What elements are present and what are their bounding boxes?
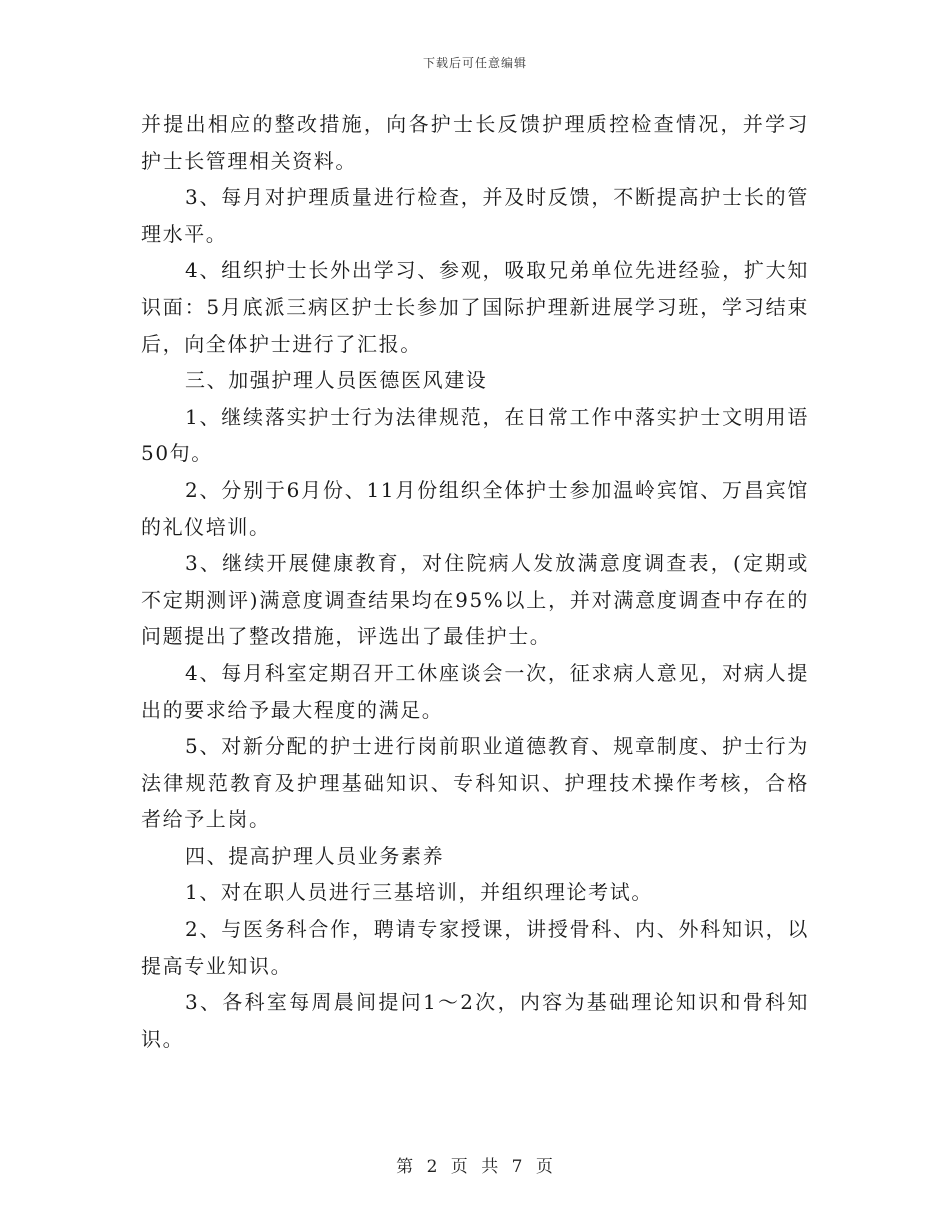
paragraph-13: 3、各科室每周晨间提问1～2次，内容为基础理论知识和骨科知识。 bbox=[141, 990, 809, 1051]
document-body bbox=[141, 106, 809, 1057]
paragraph-1: 并提出相应的整改措施，向各护士长反馈护理质控检查情况，并学习护士长管理相关资料。 bbox=[141, 112, 809, 173]
section-heading-3: 三、加强护理人员医德医风建设 bbox=[185, 368, 488, 393]
paragraph-3: 4、组织护士长外出学习、参观，吸取兄弟单位先进经验，扩大知识面：5月底派三病区护士长参加了国际护理新进展学习班，学习结束后，向全体护士进行了汇报。 bbox=[141, 258, 809, 356]
paragraph-8: 4、每月科室定期召开工休座谈会一次，征求病人意见，对病人提出的要求给予最大程度的满足。 bbox=[141, 660, 809, 722]
paragraph-11: 1、对在职人员进行三基培训，并组织理论考试。 bbox=[185, 880, 653, 905]
section-heading-4: 四、提高护理人员业务素养 bbox=[185, 843, 445, 868]
header-note: 下载后可任意编辑 bbox=[422, 56, 527, 70]
paragraph-7: 3、继续开展健康教育，对住院病人发放满意度调查表，(定期或不定期测评)满意度调查结果均在95%以上，并对满意度调查中存在的问题提出了整改措施，评选出了最佳护士。 bbox=[141, 551, 809, 649]
paragraph-5: 1、继续落实护士行为法律规范，在日常工作中落实护士文明用语50句。 bbox=[141, 404, 809, 466]
paragraph-6: 2、分别于6月份、11月份组织全体护士参加温岭宾馆、万昌宾馆的礼仪培训。 bbox=[141, 477, 809, 539]
paragraph-2: 3、每月对护理质量进行检查，并及时反馈，不断提高护士长的管理水平。 bbox=[141, 185, 809, 246]
paragraph-9: 5、对新分配的护士进行岗前职业道德教育、规章制度、护士行为法律规范教育及护理基础知识、专科知识、护理技术操作考核，合格者给予上岗。 bbox=[141, 734, 809, 832]
page-number: 第 2 页 共 7 页 bbox=[396, 1157, 554, 1177]
paragraph-12: 2、与医务科合作，聘请专家授课，讲授骨科、内、外科知识，以提高专业知识。 bbox=[141, 917, 809, 978]
